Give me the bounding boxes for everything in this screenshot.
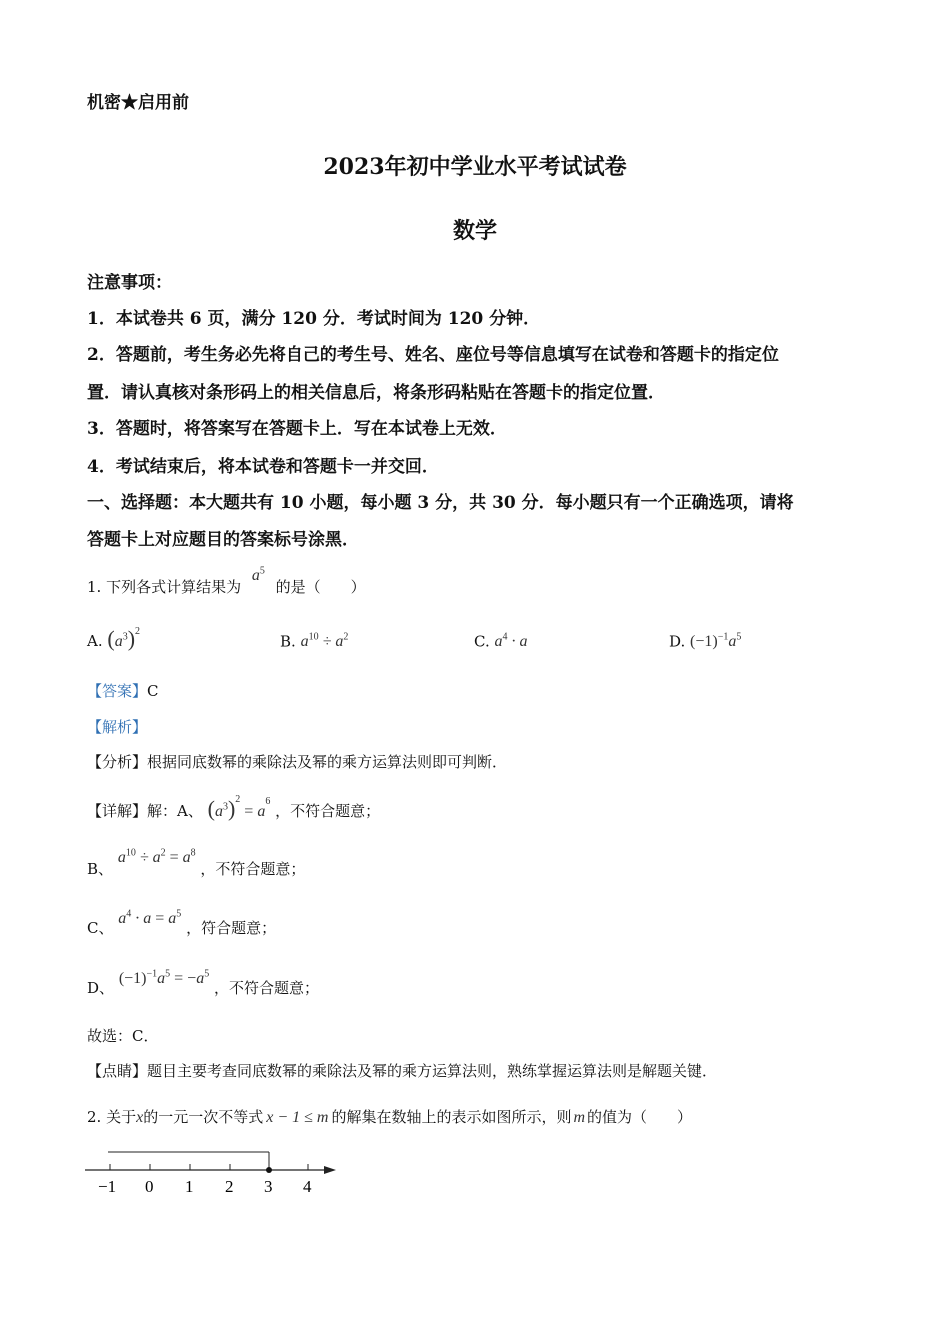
- notice-item-3: 3．答题时，将答案写在答题卡上．写在本试卷上无效．: [87, 419, 507, 439]
- q1-detail-a: 【详解】解：A、 $(a^3)^2 = a^6$ ，不符合题意；: [87, 793, 381, 821]
- q1-stem-suffix: 的是（ ）: [275, 578, 366, 596]
- section-heading: 一、选择题：本大题共有 10 小题，每小题 3 分，共 30 分．每小题只有一个正确选项，请将: [87, 493, 794, 513]
- notice-item-2-cont: 置．请认真核对条形码上的相关信息后，将条形码粘贴在答题卡的指定位置．: [87, 383, 665, 403]
- tick-label: 4: [303, 1177, 312, 1196]
- number-line-svg: [80, 1140, 350, 1200]
- tick-label: 3: [264, 1177, 273, 1196]
- option-d-math: $(-1)^{-1}a^5$: [690, 632, 742, 651]
- detail-c-math: $a^4 \cdot a = a^5$: [118, 908, 182, 927]
- q1-choose: 故选：C．: [87, 1027, 159, 1045]
- axis-arrow: [324, 1166, 336, 1174]
- q1-stem: [87, 565, 366, 597]
- option-c-math: $a^4 \cdot a$: [494, 632, 528, 651]
- q1-detail-b: B、 $a^{10} \div a^2 = a^8$ ，不符合题意；: [87, 847, 306, 878]
- q1-detail-d: D、 $(-1)^{-1}a^5 = -a^5$ ，不符合题意；: [87, 968, 319, 997]
- tick-label: 1: [185, 1177, 194, 1196]
- number-line-figure: [80, 1140, 350, 1204]
- section-heading-cont: 答题卡上对应题目的答案标号涂黑．: [87, 530, 359, 550]
- detail-b-math: $a^{10} \div a^2 = a^8$: [117, 847, 196, 866]
- detail-d-math: $(-1)^{-1}a^5 = -a^5$: [118, 968, 210, 987]
- notice-item-1: 1．本试卷共 6 页，满分 120 分．考试时间为 120 分钟．: [87, 309, 541, 329]
- analysis-tag: 【解析】: [87, 718, 148, 736]
- q1-detail-c: C、 $a^4 \cdot a = a^5$ ，符合题意；: [87, 908, 277, 937]
- tick-label: 2: [225, 1177, 234, 1196]
- inequality: x − 1 ≤ m: [266, 1109, 329, 1126]
- answer-value: C: [147, 682, 159, 700]
- var-m: m: [573, 1109, 586, 1126]
- q1-dianjing: 【点睛】题目主要考查同底数幂的乘除法及幂的乘方运算法则，熟练掌握运算法则是解题关键．: [87, 1062, 718, 1080]
- q1-option-a: A. $(a^3)^2$: [87, 625, 141, 651]
- q1-option-c: C. $a^4 \cdot a$: [474, 632, 528, 651]
- notice-item-4: 4．考试结束后，将本试卷和答题卡一并交回．: [87, 457, 439, 477]
- q2-stem: 2. 关于x的一元一次不等式 x − 1 ≤ m 的解集在数轴上的表示如图所示，则 m 的值为（ ）: [87, 1108, 693, 1126]
- q1-option-d: D. $(-1)^{-1}a^5$: [669, 632, 742, 651]
- option-b-math: $a^{10} \div a^2$: [300, 632, 349, 651]
- subject-title: 数学: [452, 218, 497, 244]
- var-x: x: [136, 1109, 144, 1126]
- q1-option-b: B. $a^{10} \div a^2$: [280, 632, 349, 651]
- detail-a-math: $(a^3)^2 = a^6$: [207, 793, 271, 821]
- q1-expression: $a^5$: [251, 565, 265, 584]
- tick-label: −1: [98, 1177, 117, 1196]
- solid-endpoint: [266, 1167, 272, 1173]
- tick-label: 0: [145, 1177, 154, 1196]
- exam-title: 2023年初中学业水平考试试卷: [323, 154, 627, 180]
- option-a-math: $(a^3)^2$: [107, 625, 141, 651]
- q1-answer: [87, 680, 159, 701]
- q1-stem-prefix: 1. 下列各式计算结果为: [87, 578, 242, 596]
- notice-item-2: 2．答题前，考生务必先将自己的考生号、姓名、座位号等信息填写在试卷和答题卡的指定位: [87, 345, 779, 365]
- answer-tag: 【答案】: [87, 682, 148, 700]
- q1-fenxi: 【分析】根据同底数幂的乘除法及幂的乘方运算法则即可判断．: [87, 753, 508, 771]
- confidential-label: 机密★启用前: [87, 93, 189, 113]
- notice-heading: 注意事项：: [87, 273, 172, 293]
